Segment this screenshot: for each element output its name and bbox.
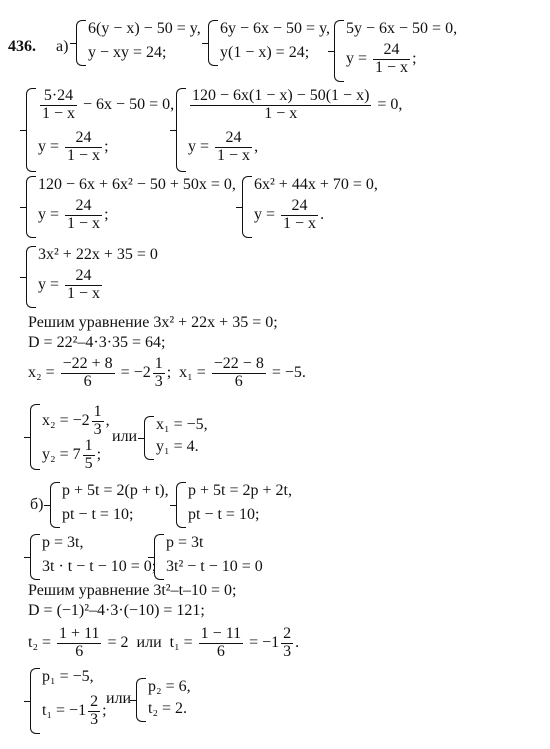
t2-label: t₂ = — [28, 633, 52, 651]
fraction — [65, 198, 102, 233]
system-a7 — [242, 176, 392, 238]
t2-value: = 2 — [107, 633, 129, 651]
fraction — [212, 356, 266, 391]
denominator: 1 − x — [67, 214, 101, 232]
system-b4 — [154, 534, 274, 580]
denominator: 3 — [90, 710, 99, 728]
equation: y − xy = 24; — [88, 44, 167, 61]
denominator: 3 — [283, 642, 292, 660]
numerator: 5·24 — [40, 88, 77, 106]
system-b3 — [30, 534, 160, 580]
numerator: 2 — [283, 625, 292, 642]
numerator: 24 — [65, 268, 102, 286]
equation-y — [254, 198, 324, 233]
x2-value: = −2 — [120, 363, 151, 381]
punct: ; — [166, 363, 172, 381]
part-a-label: а) — [56, 38, 69, 55]
roots-line-b — [28, 626, 299, 661]
brace — [176, 88, 186, 172]
y-label: y = — [38, 275, 60, 293]
discriminant-line-a: D = 22²–4·3·35 = 64; — [28, 334, 166, 351]
equation: 6y − 6x − 50 = y, — [220, 20, 331, 37]
denominator: 1 − x — [264, 104, 298, 122]
denominator: 1 − x — [217, 146, 251, 164]
or-word: или — [106, 690, 132, 707]
fraction — [281, 626, 293, 661]
equation — [42, 694, 107, 729]
equation-y — [38, 268, 104, 303]
result-system-a2 — [144, 416, 234, 460]
numerator: 120 − 6x(1 − x) − 50(1 − x) — [192, 87, 370, 104]
fraction — [65, 268, 102, 303]
equation: 120 − 6x + 6x² − 50 + 50x = 0, — [38, 176, 236, 193]
brace — [76, 20, 86, 66]
brace — [26, 88, 36, 172]
equation: pt − t = 10; — [188, 506, 260, 523]
numerator: 1 + 11 — [59, 625, 100, 642]
x-value: x₂ = −2 — [42, 411, 90, 429]
punct: ; — [96, 445, 102, 463]
equation: 3t · t − t − 10 = 0; — [42, 558, 157, 575]
y-label: y = — [188, 137, 210, 155]
or-word: или — [112, 428, 138, 445]
system-a6 — [26, 176, 246, 238]
numerator: −22 + 8 — [62, 355, 113, 372]
brace — [154, 534, 164, 580]
punct: ; — [104, 137, 109, 155]
numerator: 1 — [154, 355, 163, 372]
x1-value: = −5. — [271, 363, 306, 381]
system-a1 — [76, 20, 216, 66]
punct: ; — [104, 205, 109, 223]
equation: p + 5t = 2(p + t), — [62, 482, 169, 499]
denominator: 6 — [216, 642, 225, 660]
equation: x₁ = −5, — [156, 416, 208, 433]
equation-y — [38, 198, 109, 233]
equation — [42, 438, 101, 473]
punct: . — [295, 633, 300, 651]
t1-value: = −1 — [249, 633, 280, 651]
fraction — [190, 88, 371, 123]
numerator: 24 — [281, 198, 318, 216]
denominator: 1 − x — [375, 58, 409, 76]
brace — [334, 20, 344, 82]
y-label: y = — [254, 205, 276, 223]
system-a8 — [26, 246, 176, 308]
denominator: 3 — [93, 420, 102, 438]
equation: 6(y − x) − 50 = y, — [88, 20, 201, 37]
solve-line-a: Решим уравнение 3x² + 22x + 35 = 0; — [28, 314, 278, 331]
equation — [188, 88, 402, 123]
fraction — [83, 438, 95, 473]
fraction — [153, 356, 165, 391]
y-label: y = — [38, 137, 60, 155]
brace — [30, 404, 40, 470]
system-a3 — [334, 20, 484, 82]
equation — [38, 88, 174, 123]
punct: ; — [102, 701, 107, 719]
punct: , — [254, 137, 259, 155]
brace — [30, 534, 40, 580]
denominator: 6 — [234, 372, 243, 390]
fraction — [61, 356, 115, 391]
numerator: 24 — [65, 130, 102, 148]
system-a5 — [176, 88, 406, 172]
y-label: y = — [38, 205, 60, 223]
equation: 3x² + 22x + 35 = 0 — [38, 246, 158, 263]
brace — [50, 482, 60, 528]
solve-line-b: Решим уравнение 3t²–t–10 = 0; — [28, 582, 237, 599]
equation: y(1 − x) = 24; — [220, 44, 310, 61]
equation: y₁ = 4. — [156, 438, 199, 455]
equation: p₂ = 6, — [148, 678, 191, 695]
t-value: t₁ = −1 — [42, 701, 87, 719]
equation: p + 5t = 2p + 2t, — [188, 482, 292, 499]
equation-y — [38, 130, 109, 165]
equation: p₁ = −5, — [42, 668, 94, 685]
denominator: 1 − x — [283, 214, 317, 232]
numerator: −22 − 8 — [213, 355, 264, 372]
brace — [26, 246, 36, 308]
system-a2 — [208, 20, 338, 66]
equation-y — [346, 42, 417, 77]
equation: 3t² − t − 10 = 0 — [166, 558, 263, 575]
numerator: 24 — [215, 130, 252, 148]
y-value: y₂ = 7 — [42, 445, 81, 463]
fraction — [373, 42, 410, 77]
fraction — [215, 130, 252, 165]
brace — [26, 176, 36, 238]
fraction — [57, 626, 101, 661]
numerator: 24 — [65, 198, 102, 216]
numerator: 1 − 11 — [200, 625, 242, 642]
denominator: 5 — [84, 454, 93, 472]
equation: pt − t = 10; — [62, 506, 134, 523]
denominator: 1 − x — [67, 284, 101, 302]
fraction — [199, 626, 243, 661]
denominator: 1 − x — [42, 104, 76, 122]
equation: p = 3t, — [42, 534, 84, 551]
x2-label: x₂ = — [28, 363, 55, 381]
system-a4 — [26, 88, 176, 172]
brace — [144, 416, 154, 460]
equation-rest: = 0, — [377, 95, 403, 113]
denominator: 1 − x — [67, 146, 101, 164]
numerator: 1 — [93, 403, 102, 420]
result-system-a1 — [30, 404, 120, 470]
fraction — [40, 88, 77, 123]
numerator: 2 — [90, 693, 99, 710]
equation: t₂ = 2. — [148, 700, 188, 717]
discriminant-line-b: D = (−1)²–4·3·(−10) = 121; — [28, 602, 205, 619]
t1-label: t₁ = — [169, 633, 193, 651]
brace — [208, 20, 218, 66]
equation: 5y − 6x − 50 = 0, — [346, 20, 458, 37]
equation-y — [188, 130, 258, 165]
brace — [242, 176, 252, 238]
x1-label: x₁ = — [179, 363, 206, 381]
brace — [176, 482, 186, 528]
part-b-label: б) — [30, 496, 44, 513]
system-b1 — [50, 482, 180, 528]
system-b2 — [176, 482, 306, 528]
fraction — [92, 404, 104, 439]
numerator: 24 — [373, 42, 410, 60]
punct: . — [320, 205, 325, 223]
y-label: y = — [346, 49, 368, 67]
denominator: 6 — [75, 642, 84, 660]
problem-number: 436. — [8, 38, 36, 55]
equation: p = 3t — [166, 534, 204, 551]
numerator: 1 — [84, 437, 93, 454]
or-word: или — [136, 633, 162, 651]
equation: 6x² + 44x + 70 = 0, — [254, 176, 378, 193]
denominator: 3 — [154, 372, 163, 390]
roots-line-a — [28, 356, 306, 391]
punct: ; — [412, 49, 417, 67]
fraction — [88, 694, 100, 729]
brace — [136, 678, 146, 722]
brace — [30, 668, 40, 734]
fraction — [281, 198, 318, 233]
equation-rest: − 6x − 50 = 0, — [83, 95, 175, 113]
result-system-b2 — [136, 678, 226, 722]
equation — [42, 404, 110, 439]
punct: , — [105, 411, 110, 429]
fraction — [65, 130, 102, 165]
denominator: 6 — [83, 372, 92, 390]
